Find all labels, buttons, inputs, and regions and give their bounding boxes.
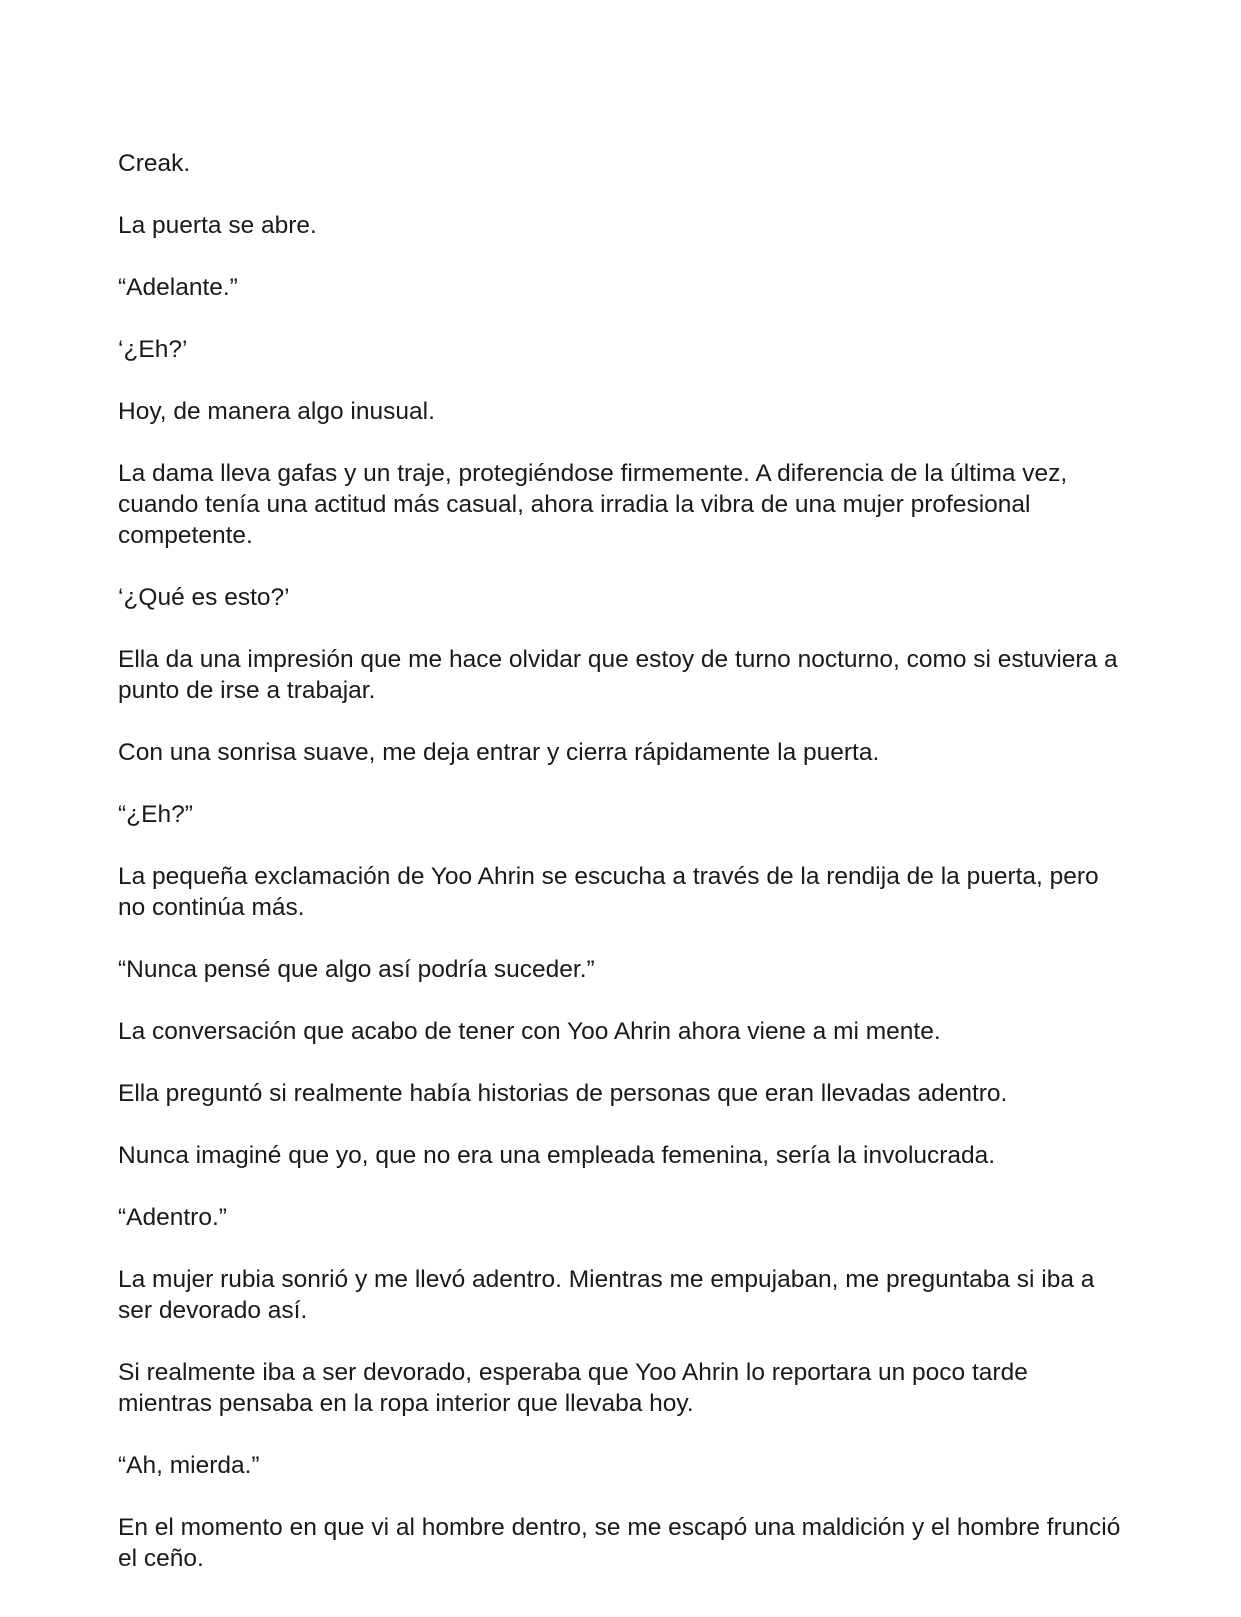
paragraph: Nunca imaginé que yo, que no era una empleada femenina, sería la involucrada.: [118, 1142, 996, 1169]
paragraph: La mujer rubia sonrió y me llevó adentro. Mientras me empujaban, me preguntaba si iba a ser devorado así.: [118, 1266, 1095, 1324]
paragraph: Ella preguntó si realmente había historias de personas que eran llevadas adentro.: [118, 1080, 1008, 1107]
paragraph: Hoy, de manera algo inusual.: [118, 398, 435, 425]
paragraph: Si realmente iba a ser devorado, esperaba que Yoo Ahrin lo reportara un poco tarde mientras pensaba en la ropa interior que llevaba hoy.: [118, 1359, 1028, 1417]
paragraph: En el momento en que vi al hombre dentro, se me escapó una maldición y el hombre frunció el ceño.: [118, 1514, 1121, 1572]
paragraph: “Adentro.”: [118, 1204, 227, 1231]
paragraph: La conversación que acabo de tener con Yoo Ahrin ahora viene a mi mente.: [118, 1018, 941, 1045]
paragraph: La dama lleva gafas y un traje, protegiéndose firmemente. A diferencia de la última vez, cuando tenía una actitud más casual, ahora irradia la vibra de una mujer profesional competente.: [118, 460, 1068, 549]
paragraph: ‘¿Eh?’: [118, 336, 188, 363]
paragraph: “Adelante.”: [118, 274, 238, 301]
document-body: [118, 148, 1128, 1605]
paragraph: “¿Eh?”: [118, 801, 193, 828]
paragraph: La pequeña exclamación de Yoo Ahrin se escucha a través de la rendija de la puerta, pero no continúa más.: [118, 863, 1099, 921]
paragraph: “Nunca pensé que algo así podría suceder.”: [118, 956, 595, 983]
paragraph: ‘¿Qué es esto?’: [118, 584, 290, 611]
paragraph: La puerta se abre.: [118, 212, 317, 239]
paragraph: Creak.: [118, 150, 191, 177]
paragraph: Con una sonrisa suave, me deja entrar y cierra rápidamente la puerta.: [118, 739, 880, 766]
paragraph: “Ah, mierda.”: [118, 1452, 260, 1479]
paragraph: Ella da una impresión que me hace olvidar que estoy de turno nocturno, como si estuviera a punto de irse a trabajar.: [118, 646, 1118, 704]
